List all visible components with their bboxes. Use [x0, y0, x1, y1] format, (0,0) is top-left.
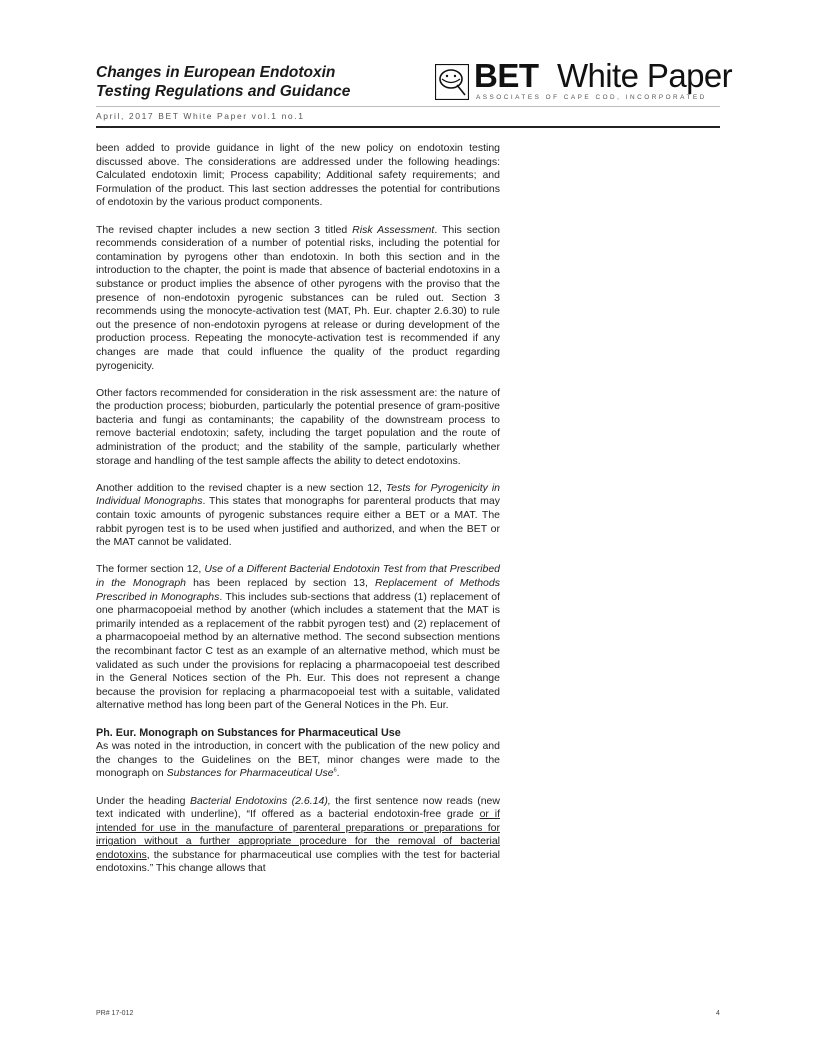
underlined-new-text: or if intended for use in the manufacture of parenteral preparations or preparations for irrigation without a further appropriate procedure for the removal of bacterial endotoxins	[96, 808, 500, 861]
paragraph: The former section 12, Use of a Different Bacterial Endotoxin Test from that Prescribed in the Monograph has been replaced by section 13, Replacement of Methods Prescribed in Monographs. This includes sub-sections that address (1) replacement of one pharmacopoeial method by another (which includes a statement that the MAT is primarily intended as a replacement of the rabbit pyrogen test) and (2) replacement of a pharmacopoeial method by an alternative method. The second subsection mentions the recombinant factor C test as an example of an alternative method, which must be validated as such under the provisions for replacing a pharmacopoeial test described in the General Notices section of the Ph. Eur. This does not represent a change because the provision for replacing a pharmacopoeial test with a suitable, validated alternative method has long been part of the General Notices in the Ph. Eur.	[96, 563, 500, 712]
issue-info: April, 2017 BET White Paper vol.1 no.1	[96, 111, 305, 121]
header-rule	[96, 126, 720, 128]
section-heading: Ph. Eur. Monograph on Substances for Pharmaceutical Use	[96, 726, 401, 739]
document-code: PR# 17-012	[96, 1010, 134, 1017]
paragraph: The revised chapter includes a new section 3 titled Risk Assessment. This section recommends consideration of a number of potential risks, including the potential for contamination by pyrogens other than endotoxin. In both this section and in the introduction to the chapter, the point is made that absence of bacterial endotoxins in a substance or product implies the absence of other pyrogens with the proviso that the presence of non-endotoxin pyrogenic substances can be ruled out. Section 3 recommends using the monocyte-activation test (MAT, Ph. Eur. chapter 2.6.30) to rule out the presence of non-endotoxin pyrogens at release or during development of the production process. Repeating the monocyte-activation test is recommended if any changes are made that could influence the quality of the product regarding pyrogenicity.	[96, 223, 500, 372]
paragraph: As was noted in the introduction, in concert with the publication of the new policy and the changes to the Guidelines on the BET, minor changes were made to the monograph on Substances for Pharmaceutical Use$^6$.	[96, 740, 500, 780]
logo-white-paper-text: White Paper	[557, 57, 732, 94]
footnote-ref: 6	[333, 767, 337, 774]
title-line-2: Testing Regulations and Guidance	[96, 83, 351, 100]
document-title	[96, 63, 350, 101]
body-text	[96, 142, 500, 890]
paragraph: Under the heading Bacterial Endotoxins (2.6.14), the first sentence now reads (new text indicated with underline), “If offered as a bacterial endotoxin-free grade or if intended for use in the manufacture of parenteral preparations or preparations for irrigation without a further appropriate procedure for the removal of bacterial endotoxins, the substance for pharmaceutical use complies with the test for bacterial endotoxins.” This change allows that	[96, 794, 500, 875]
paragraph: Another addition to the revised chapter is a new section 12, Tests for Pyrogenicity in Individual Monographs. This states that monographs for parenteral products that may contain toxic amounts of pyrogenic substances require either a BET or a MAT. The rabbit pyrogen test is to be used when justified and authorized, and when the BET or the MAT cannot be validated.	[96, 481, 500, 549]
logo-company-name: ASSOCIATES OF CAPE COD, INCORPORATED	[476, 94, 707, 101]
logo-bet-text: BET	[474, 57, 539, 94]
paragraph: been added to provide guidance in light of the new policy on endotoxin testing discussed above. The considerations are addressed under the following headings: Calculated endotoxin limit; Process capability; Additional safety requirements; and Formulation of the product. This last section addresses the potential for contributions of endotoxin by the various product components.	[96, 142, 500, 209]
page-number: 4	[716, 1010, 720, 1017]
header-divider	[96, 106, 720, 107]
horseshoe-crab-logo-icon	[435, 64, 469, 100]
paragraph: Other factors recommended for consideration in the risk assessment are: the nature of the production process; bioburden, particularly the potential presence of gram-positive bacteria and fungi as contaminants; the capability of the downstream process to remove bacterial endotoxin; safety, including the target population and the route of administration of the product; and the stability of the sample, particularly whether storage and handling of the test sample affects the ability to detect endotoxins.	[96, 386, 500, 467]
title-line-1: Changes in European Endotoxin	[96, 64, 336, 81]
